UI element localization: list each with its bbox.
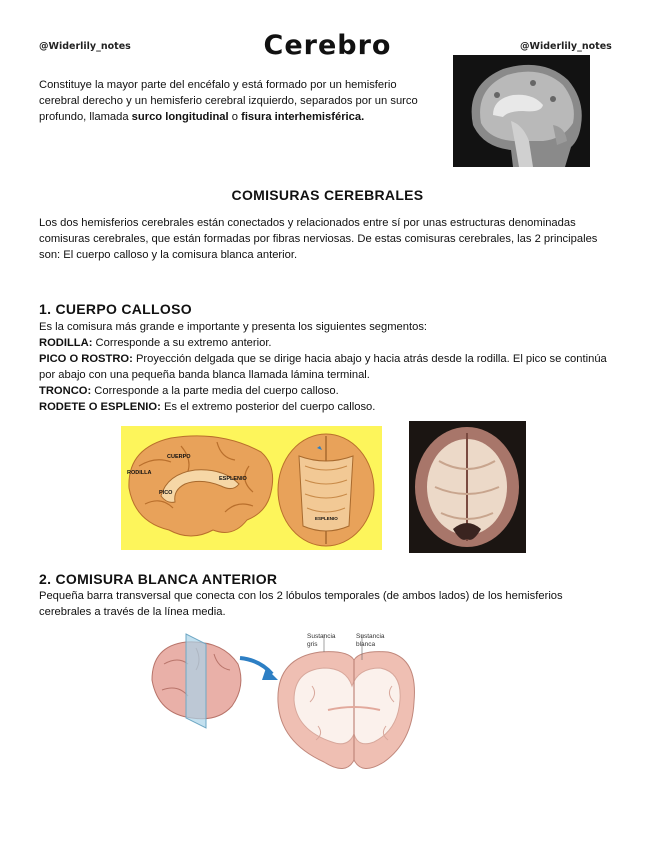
label-esplenio: ESPLENIO	[219, 476, 247, 482]
segment-desc: Proyección delgada que se dirige hacia abajo y hacia atrás desde la rodilla. El pico se continúa por abajo con una pequeña banda blanca llamada lámina terminal.	[39, 353, 607, 381]
segment-term: RODILLA:	[39, 337, 93, 349]
label-sustancia-blanca	[356, 633, 385, 649]
comisuras-heading: COMISURAS CEREBRALES	[231, 187, 424, 203]
handle-left: @Widerlily_notes	[39, 41, 131, 52]
label-rodilla: RODILLA	[127, 470, 152, 476]
corpus-callosum-illustration	[121, 426, 382, 550]
label-blanca-line-1: Sustancia	[356, 633, 385, 640]
comisura-blanca-paragraph: Pequeña barra transversal que conecta con los 2 lóbulos temporales (de ambos lados) de los hemisferios cerebrales a través de la línea media.	[39, 590, 563, 618]
page-title: Cerebro	[263, 30, 392, 61]
label-gris-line-1: Sustancia	[307, 633, 336, 640]
segment-term: RODETE O ESPLENIO:	[39, 401, 161, 413]
handle-right: @Widerlily_notes	[520, 41, 612, 52]
cuerpo-calloso-heading: 1. CUERPO CALLOSO	[39, 301, 192, 317]
segment-desc: Corresponde a su extremo anterior.	[92, 337, 272, 349]
label-gris-line-2: gris	[307, 641, 318, 648]
cuerpo-calloso-list	[39, 319, 619, 415]
label-sustancia-gris	[307, 633, 336, 649]
segment-pico	[39, 351, 619, 383]
segment-rodete	[39, 399, 619, 415]
segment-term: PICO O ROSTRO:	[39, 353, 133, 365]
segment-desc: Corresponde a la parte media del cuerpo calloso.	[91, 385, 339, 397]
mri-sagittal-image	[453, 55, 590, 167]
segment-term: TRONCO:	[39, 385, 92, 397]
intro-bold-1: surco longitudinal	[131, 111, 229, 123]
label-blanca-line-2: blanca	[356, 641, 376, 648]
comisuras-paragraph: Los dos hemisferios cerebrales están conectados y relacionados entre sí por unas estructuras denominadas comisuras cerebrales, que están formadas por fibras nerviosas. De estas comisuras cerebrales, las 2 principales son: El cuerpo calloso y la comisura blanca anterior.	[39, 217, 598, 261]
label-cuerpo: CUERPO	[167, 454, 191, 460]
intro-bold-2: fisura interhemisférica.	[241, 111, 365, 123]
comisura-blanca-heading: 2. COMISURA BLANCA ANTERIOR	[39, 571, 278, 587]
intro-text-1: Constituye la mayor parte del encéfalo y está formado por un hemisferio cerebral derecho y un hemisferio cerebral izquierdo, separados por un surco profundo, llamada	[39, 79, 418, 123]
segment-rodilla	[39, 335, 619, 351]
segment-desc: Es el extremo posterior del cuerpo calloso.	[160, 401, 376, 413]
brain-dissection-photo	[409, 421, 526, 553]
segment-tronco	[39, 383, 619, 399]
label-esplenio-top: ESPLENIO	[315, 516, 338, 521]
cuerpo-calloso-intro: Es la comisura más grande e importante y presenta los siguientes segmentos:	[39, 321, 428, 333]
intro-text-2: o	[228, 111, 242, 123]
label-pico: PICO	[159, 490, 173, 496]
intro-paragraph	[39, 77, 424, 125]
coronal-section-illustration	[148, 630, 418, 780]
